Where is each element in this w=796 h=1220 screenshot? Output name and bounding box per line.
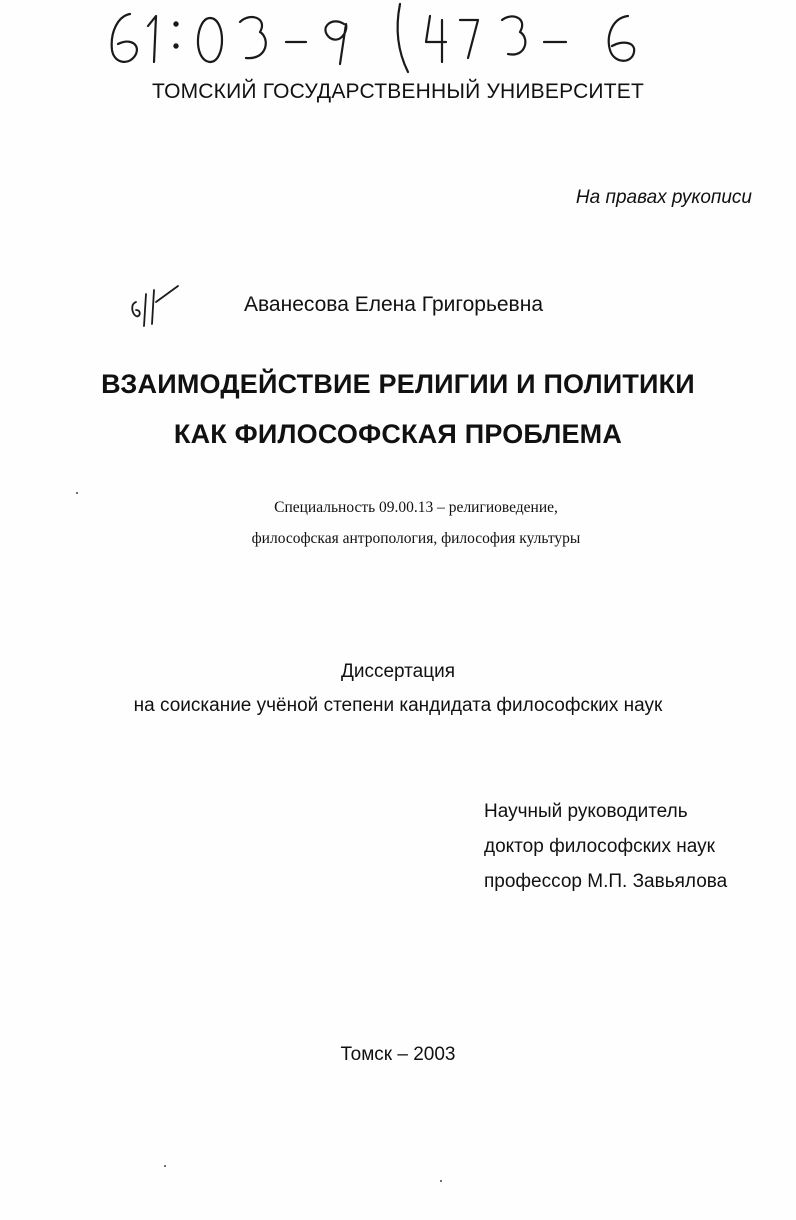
thesis-title-line1: ВЗАИМОДЕЙСТВИЕ РЕЛИГИИ И ПОЛИТИКИ bbox=[101, 369, 695, 399]
supervisor-role: Научный руководитель bbox=[484, 801, 688, 822]
scan-speck bbox=[76, 492, 78, 494]
thesis-title-line2: КАК ФИЛОСОФСКАЯ ПРОБЛЕМА bbox=[173, 419, 623, 449]
handwritten-mark bbox=[128, 280, 184, 330]
university-name: ТОМСКИЙ ГОСУДАРСТВЕННЫЙ УНИВЕРСИТЕТ bbox=[152, 80, 644, 103]
supervisor-name: профессор М.П. Завьялова bbox=[484, 871, 728, 892]
handwritten-archive-code bbox=[100, 2, 660, 74]
supervisor-degree: доктор философских наук bbox=[484, 836, 715, 857]
dissertation-type: Диссертация bbox=[340, 661, 456, 682]
city-year: Томск – 2003 bbox=[340, 1044, 456, 1065]
specialty-line2: философская антропология, философия культуры bbox=[251, 530, 581, 547]
dissertation-purpose: на соискание учёной степени кандидата философских наук bbox=[133, 695, 663, 716]
author-name: Аванесова Елена Григорьевна bbox=[244, 293, 543, 316]
manuscript-note: На правах рукописи bbox=[575, 187, 752, 208]
scan-speck bbox=[440, 1180, 442, 1182]
scan-speck bbox=[164, 1165, 166, 1167]
specialty-line1: Специальность 09.00.13 – религиоведение, bbox=[274, 499, 558, 516]
